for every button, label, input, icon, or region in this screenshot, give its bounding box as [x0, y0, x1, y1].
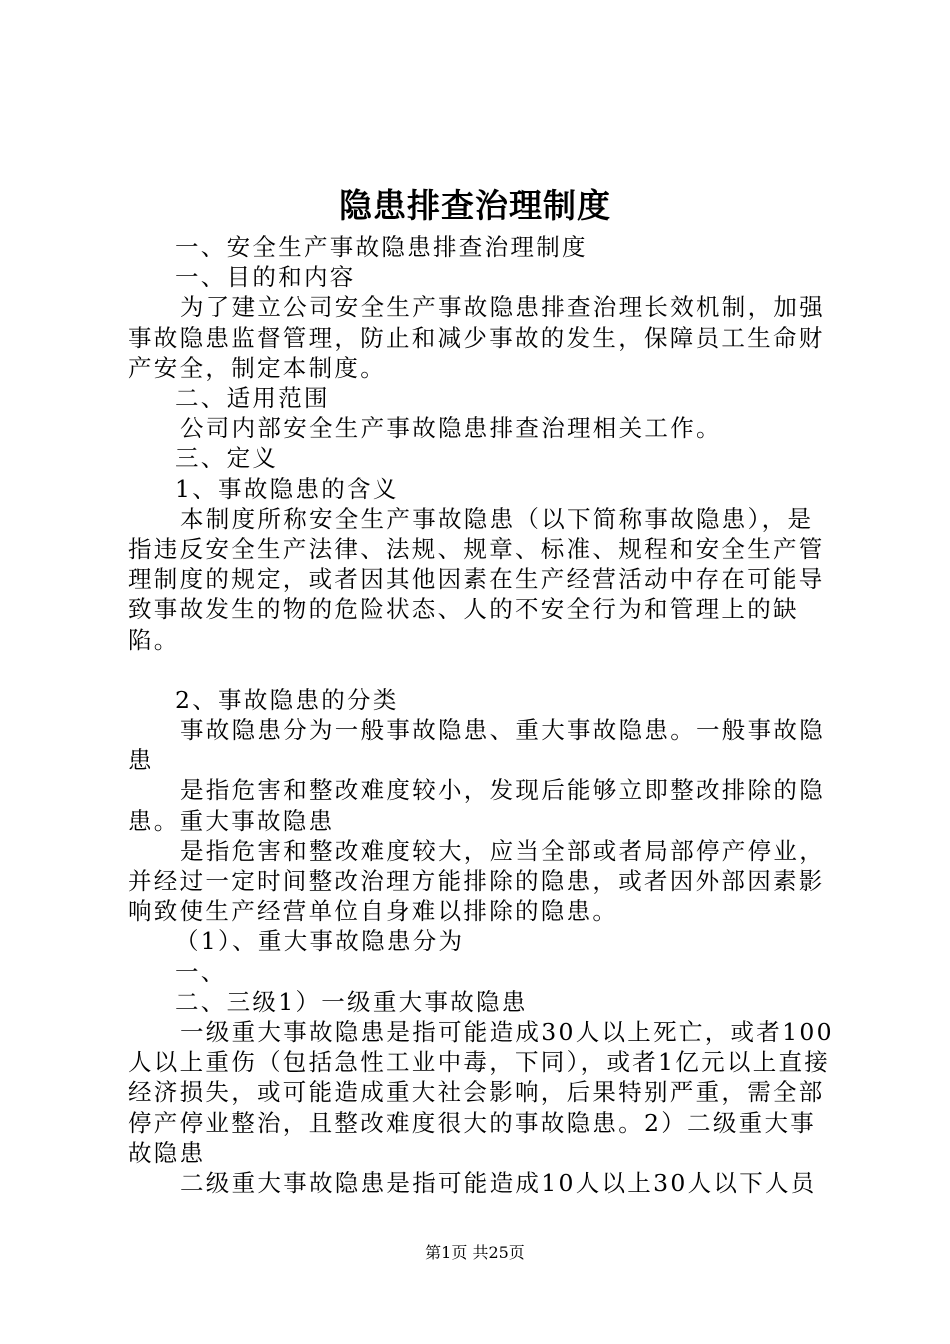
paragraph-meaning-text: 本制度所称安全生产事故隐患（以下简称事故隐患），是指违反安全生产法律、法规、规章、标准、规程和安全生产管理制度的规定，或者因其他因素在生产经营活动中存在可能导致事故发生的物的危险状态、人的不安全行为和管理上的缺陷。	[128, 504, 825, 654]
paragraph-general-hazard: 是指危害和整改难度较小，发现后能够立即整改排除的隐患。重大事故隐患	[128, 776, 825, 835]
paragraph-major-levels-heading: （1）、重大事故隐患分为	[175, 927, 465, 956]
paragraph-purpose-heading: 一、目的和内容	[175, 263, 356, 292]
paragraph-classification-text: 事故隐患分为一般事故隐患、重大事故隐患。一般事故隐患	[128, 716, 825, 775]
page-footer: 第1页 共25页	[425, 1243, 525, 1262]
paragraph-list-one: 一、	[175, 957, 227, 986]
document-title: 隐患排查治理制度	[339, 186, 611, 225]
paragraph-level-two-text: 二级重大事故隐患是指可能造成10人以上30人以下人员	[180, 1169, 817, 1198]
paragraph-major-hazard: 是指危害和整改难度较大，应当全部或者局部停产停业，并经过一定时间整改治理方能排除的隐患，或者因外部因素影响致使生产经营单位自身难以排除的隐患。	[128, 836, 825, 926]
paragraph-scope-heading: 二、适用范围	[175, 384, 330, 413]
paragraph-classification-heading: 2、事故隐患的分类	[175, 685, 399, 714]
paragraph-level-one-text: 一级重大事故隐患是指可能造成30人以上死亡，或者100人以上重伤（包括急性工业中毒，下同），或者1亿元以上直接经济损失，或可能造成重大社会影响，后果特别严重，需全部停产停业整治，且整改难度很大的事故隐患。2）二级重大事故隐患	[128, 1018, 834, 1167]
paragraph-purpose-text: 为了建立公司安全生产事故隐患排查治理长效机制，加强事故隐患监督管理，防止和减少事故的发生，保障员工生命财产安全，制定本制度。	[128, 293, 825, 382]
paragraph-section-heading: 一、安全生产事故隐患排查治理制度	[175, 233, 588, 261]
blank-line	[128, 655, 838, 685]
paragraph-definition-heading: 三、定义	[175, 444, 279, 473]
paragraph-scope-text: 公司内部安全生产事故隐患排查治理相关工作。	[180, 414, 722, 443]
paragraph-list-two: 二、三级1）一级重大事故隐患	[175, 987, 528, 1016]
document-body	[128, 232, 838, 1198]
paragraph-meaning-heading: 1、事故隐患的含义	[175, 474, 399, 503]
